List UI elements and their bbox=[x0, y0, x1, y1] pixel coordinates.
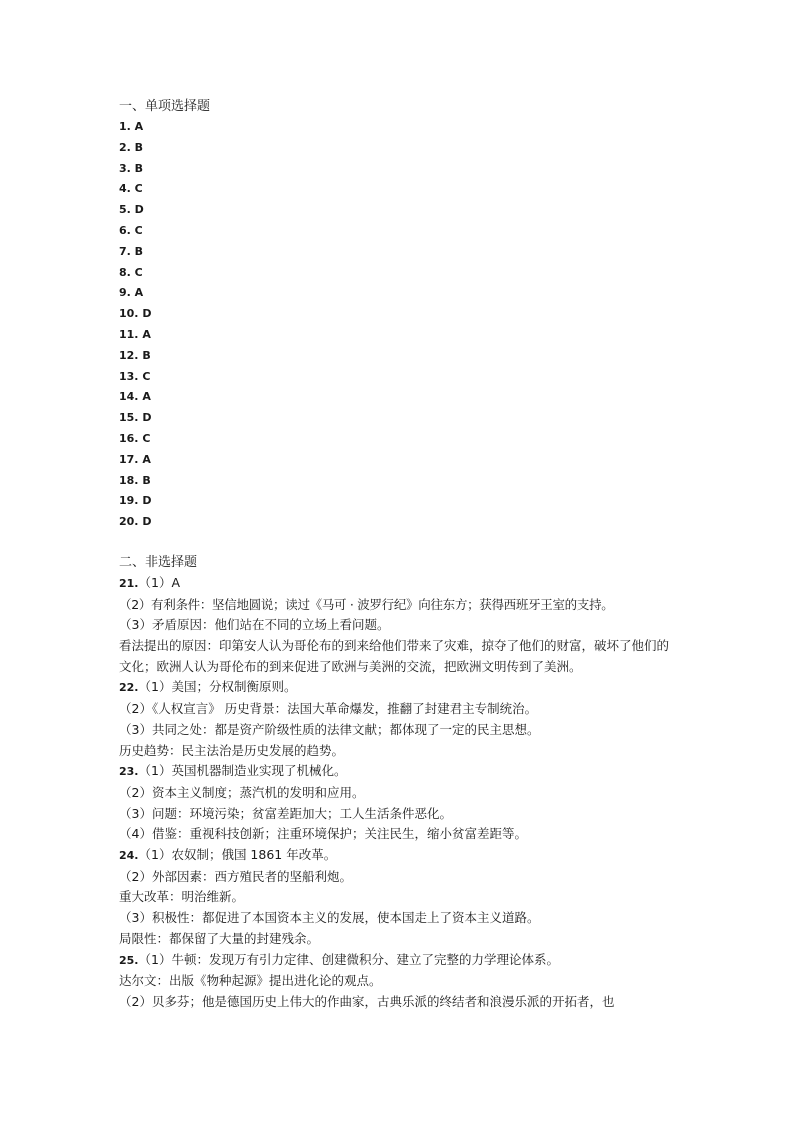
answer-text: （3）问题：环境污染；贫富差距加大；工人生活条件恶化。 bbox=[119, 805, 452, 821]
section-title-non-multiple-choice: 二、非选择题 bbox=[119, 554, 198, 570]
answer-paragraph bbox=[119, 615, 679, 636]
answer-item: 17. A bbox=[119, 452, 151, 466]
section-title-multiple-choice: 一、单项选择题 bbox=[119, 99, 211, 114]
answer-text: （1）农奴制；俄国 1861 年改革。 bbox=[138, 847, 337, 863]
answer-item: 7. B bbox=[119, 244, 144, 258]
question-number: 22. bbox=[119, 681, 139, 695]
answer-item: 2. B bbox=[119, 140, 144, 154]
answer-text: （4）借鉴：重视科技创新；注重环境保护；关注民生，缩小贫富差距等。 bbox=[119, 826, 527, 842]
answer-item: 13. C bbox=[119, 369, 151, 383]
answer-paragraph bbox=[119, 950, 679, 972]
answer-text: （3）共同之处：都是资产阶级性质的法律文献；都体现了一定的民主思想。 bbox=[119, 721, 540, 737]
answer-text: （3）积极性：都促进了本国资本主义的发展，使本国走上了资本主义道路。 bbox=[119, 910, 540, 926]
answer-paragraph bbox=[119, 761, 679, 783]
answer-text: （1）A bbox=[138, 574, 181, 590]
question-number: 24. bbox=[119, 849, 139, 863]
answer-paragraph bbox=[119, 595, 679, 616]
answer-text: （3）矛盾原因：他们站在不同的立场上看问题。 bbox=[119, 617, 390, 633]
answer-text: （1）英国机器制造业实现了机械化。 bbox=[138, 763, 347, 779]
answer-paragraph bbox=[119, 824, 679, 845]
answer-paragraph bbox=[119, 573, 679, 595]
question-number: 23. bbox=[119, 765, 139, 779]
answer-text: 历史趋势：民主法治是历史发展的趋势。 bbox=[119, 742, 345, 758]
answer-item: 5. D bbox=[119, 203, 144, 217]
answer-paragraph bbox=[119, 804, 679, 825]
answer-item: 10. D bbox=[119, 307, 152, 321]
answer-paragraph bbox=[119, 929, 679, 950]
answer-item: 18. B bbox=[119, 473, 151, 487]
answer-text: （1）牛顿：发现万有引力定律、创建微积分、建立了完整的力学理论体系。 bbox=[138, 951, 559, 967]
question-number: 25. bbox=[119, 953, 139, 967]
answer-text: （2）《人权宣言》 历史背景：法国大革命爆发，推翻了封建君主专制统治。 bbox=[119, 701, 538, 717]
answer-item: 14. A bbox=[119, 390, 151, 404]
answer-text: （2）贝多芬；他是德国历史上伟大的作曲家，古典乐派的终结者和浪漫乐派的开拓者，也 bbox=[119, 994, 615, 1009]
answer-text: （2）资本主义制度；蒸汽机的发明和应用。 bbox=[119, 784, 365, 800]
answer-paragraph bbox=[119, 783, 679, 804]
answer-paragraph bbox=[119, 908, 679, 929]
answer-paragraph bbox=[119, 699, 679, 720]
answer-text: 达尔文：出版《物种起源》提出进化论的观点。 bbox=[119, 973, 382, 989]
answer-text: 重大改革：明治维新。 bbox=[119, 889, 245, 905]
answer-paragraph bbox=[119, 992, 679, 1013]
answer-item: 16. C bbox=[119, 431, 151, 445]
answer-text: 看法提出的原因：印第安人认为哥伦布的到来给他们带来了灾难，掠夺了他们的财富，破坏了他们的文化；欧洲人认为哥伦布的到来促进了欧洲与美洲的交流，把欧洲文明传到了美洲。 bbox=[119, 638, 670, 674]
answer-text: （2）有利条件：坚信地圆说；读过《马可 · 波罗行纪》向往东方；获得西班牙王室的支持。 bbox=[119, 596, 614, 612]
answer-paragraph bbox=[119, 887, 679, 908]
multiple-choice-answer-list bbox=[119, 117, 679, 533]
answer-item: 12. B bbox=[119, 348, 151, 362]
answer-item: 1. A bbox=[119, 120, 144, 133]
answer-item: 20. D bbox=[119, 515, 152, 529]
answer-text: （1）美国；分权制衡原则。 bbox=[138, 679, 297, 695]
question-number: 21. bbox=[119, 576, 139, 590]
answer-paragraph bbox=[119, 971, 679, 992]
answer-paragraph bbox=[119, 677, 679, 699]
answer-item: 15. D bbox=[119, 411, 152, 425]
answer-item: 3. B bbox=[119, 161, 144, 175]
answer-item: 19. D bbox=[119, 494, 152, 508]
answer-item: 8. C bbox=[119, 265, 143, 279]
answer-paragraph bbox=[119, 867, 679, 888]
answer-text: 局限性：都保留了大量的封建残余。 bbox=[119, 930, 320, 946]
answer-paragraph bbox=[119, 741, 679, 762]
answer-item: 9. A bbox=[119, 286, 144, 300]
answer-item: 6. C bbox=[119, 223, 143, 237]
answer-item: 11. A bbox=[119, 327, 151, 341]
answer-text: （2）外部因素：西方殖民者的坚船利炮。 bbox=[119, 868, 352, 884]
non-multiple-choice-answers bbox=[119, 573, 679, 1013]
section-spacer bbox=[119, 533, 679, 553]
document-page bbox=[119, 97, 679, 1013]
answer-paragraph bbox=[119, 845, 679, 867]
answer-item: 4. C bbox=[119, 182, 143, 196]
answer-paragraph bbox=[119, 720, 679, 741]
answer-paragraph bbox=[119, 636, 679, 677]
